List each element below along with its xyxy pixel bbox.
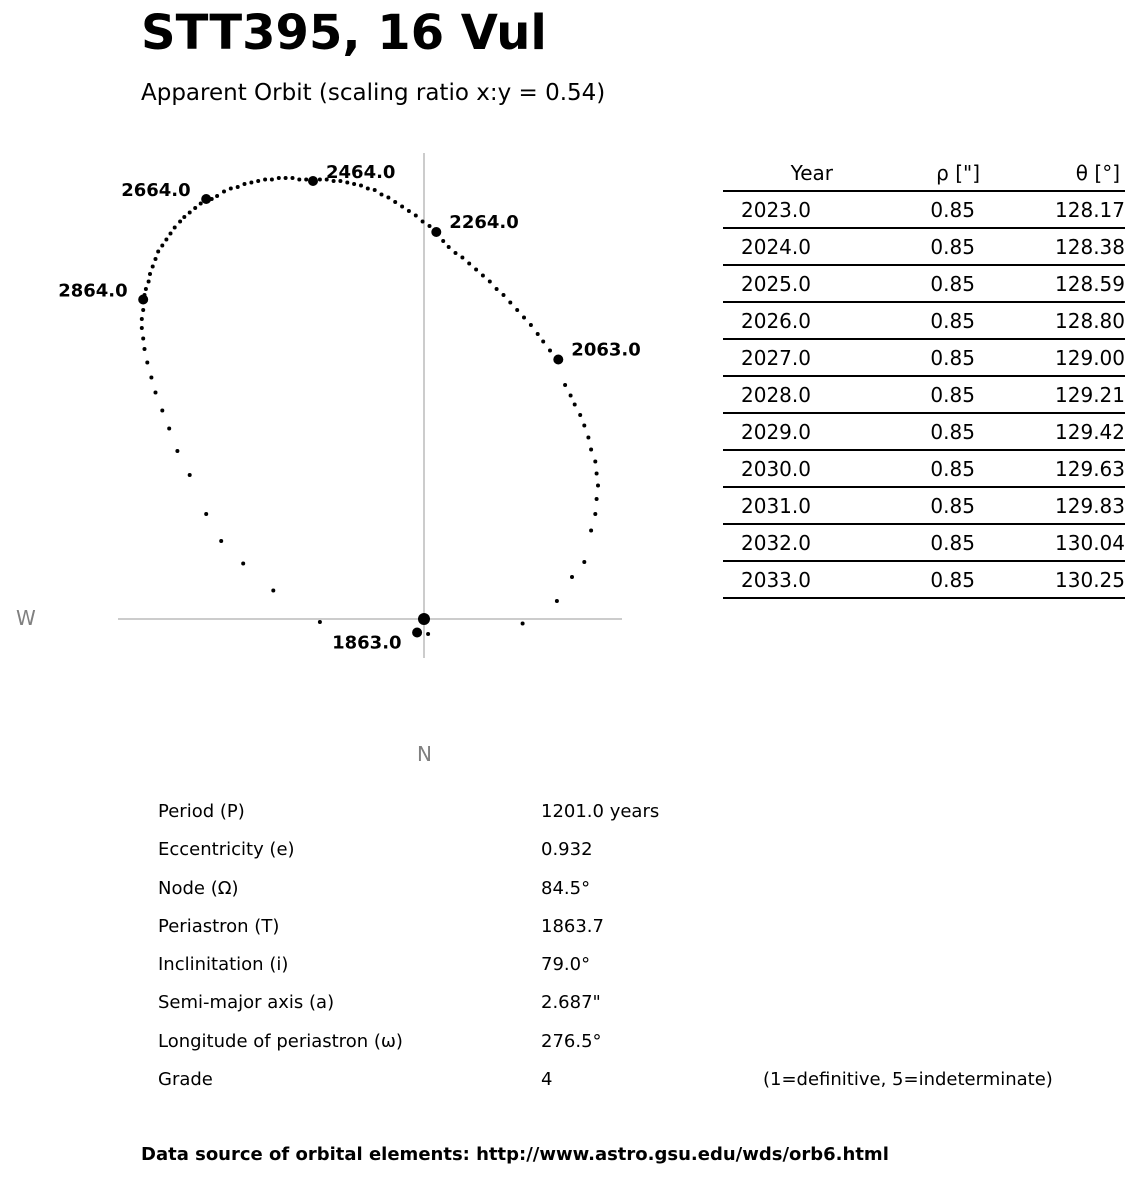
orbit-point [148, 272, 152, 276]
table-cell-year: 2030.0 [741, 456, 811, 481]
epoch-label: 2464.0 [326, 162, 396, 183]
orbit-point [447, 245, 451, 249]
table-row [723, 192, 1125, 229]
orbit-point [548, 349, 552, 353]
element-value: 84.5° [541, 877, 591, 899]
orbital-elements [0, 795, 1141, 1101]
orbit-point [502, 293, 506, 297]
element-name: Period (P) [158, 801, 245, 822]
epoch-label: 1863.0 [332, 632, 402, 654]
table-cell-theta: 130.04 [1055, 530, 1125, 555]
epoch-label: 2664.0 [121, 180, 191, 201]
element-row [0, 1025, 1141, 1063]
axis-label-north: N [417, 742, 432, 766]
orbit-point [569, 394, 573, 398]
element-row [0, 833, 1141, 871]
orbit-point [143, 347, 147, 351]
element-name: Node (Ω) [158, 877, 239, 899]
primary-star [418, 613, 430, 625]
table-cell-year: 2025.0 [741, 271, 811, 296]
orbit-point [160, 409, 164, 413]
table-cell-rho: 0.85 [930, 493, 975, 518]
table-body [723, 192, 1125, 599]
orbit-point [140, 326, 144, 330]
orbit-point [407, 209, 411, 213]
orbit-point [460, 256, 464, 260]
table-row [723, 340, 1125, 377]
orbit-point [145, 361, 149, 365]
orbit-point [140, 317, 144, 321]
orbit-point [154, 257, 158, 261]
orbit-point [595, 497, 599, 501]
orbit-point [373, 188, 377, 192]
element-note: (1=definitive, 5=indeterminate) [763, 1069, 1053, 1091]
orbit-point [144, 287, 148, 291]
epoch-label: 2264.0 [449, 212, 519, 233]
table-cell-theta: 128.80 [1055, 308, 1125, 333]
orbit-point [593, 460, 597, 464]
orbit-point [204, 512, 208, 516]
table-header-theta: θ [°] [1075, 160, 1120, 185]
orbit-point [169, 232, 173, 236]
element-value: 4 [541, 1069, 553, 1091]
data-source-note: Data source of orbital elements: http://www.astro.gsu.edu/wds/orb6.html [141, 1144, 889, 1165]
element-name: Semi-major axis (a) [158, 992, 335, 1014]
page-subtitle: Apparent Orbit (scaling ratio x:y = 0.54) [141, 80, 606, 106]
table-cell-year: 2027.0 [741, 345, 811, 370]
orbit-point [318, 178, 322, 182]
page-title: STT395, 16 Vul [141, 5, 547, 61]
orbit-point [400, 205, 404, 209]
epoch-marks [58, 162, 641, 654]
epoch-marker [412, 628, 422, 638]
axis-label-west: W [16, 606, 36, 630]
orbit-point [366, 187, 370, 191]
element-value: 1863.7 [541, 915, 604, 937]
epoch-marker [201, 194, 211, 204]
orbit-point [229, 187, 233, 191]
orbit-point [488, 280, 492, 284]
orbit-point [297, 178, 301, 182]
element-value: 2.687" [541, 992, 601, 1014]
table-row [723, 414, 1125, 451]
table-row [723, 377, 1125, 414]
orbit-point [193, 206, 197, 210]
orbit-point [219, 539, 223, 543]
table-cell-theta: 129.00 [1055, 345, 1125, 370]
table-header-year: Year [790, 160, 833, 185]
table-header-rho: ρ ["] [936, 160, 980, 185]
epoch-label: 2063.0 [571, 339, 641, 361]
orbit-point [393, 200, 397, 204]
orbit-point [414, 214, 418, 218]
table-cell-theta: 129.83 [1055, 493, 1125, 518]
orbit-point [573, 403, 577, 407]
orbit-point [199, 202, 203, 206]
orbit-point [156, 250, 160, 254]
table-cell-year: 2032.0 [741, 530, 811, 555]
orbit-point [428, 224, 432, 228]
table-cell-year: 2026.0 [741, 308, 811, 333]
orbit-point [182, 215, 186, 219]
table-cell-theta: 130.25 [1055, 567, 1125, 592]
element-row [0, 795, 1141, 833]
element-name: Grade [158, 1069, 213, 1091]
orbit-point [175, 449, 179, 453]
element-name: Longitude of periastron (ω) [158, 1030, 403, 1052]
orbit-point [359, 184, 363, 188]
orbit-point [215, 194, 219, 198]
orbit-point [522, 316, 526, 320]
element-value: 1201.0 years [541, 801, 660, 822]
orbit-point [318, 620, 322, 624]
table-cell-year: 2028.0 [741, 382, 811, 407]
element-value: 276.5° [541, 1030, 602, 1052]
orbit-point [271, 589, 275, 593]
epoch-marker [308, 176, 318, 186]
table-cell-rho: 0.85 [930, 382, 975, 407]
element-value: 79.0° [541, 954, 591, 976]
table-cell-rho: 0.85 [930, 345, 975, 370]
epoch-marker [431, 227, 441, 237]
orbit-point [454, 251, 458, 255]
element-row [0, 872, 1141, 910]
orbit-point [570, 575, 574, 579]
table-row [723, 451, 1125, 488]
table-cell-rho: 0.85 [930, 197, 975, 222]
table-row [723, 525, 1125, 562]
table-cell-rho: 0.85 [930, 271, 975, 296]
orbit-point [188, 473, 192, 477]
table-row [723, 229, 1125, 266]
orbit-point [236, 185, 240, 189]
orbit-point [474, 268, 478, 272]
table-cell-theta: 128.17 [1055, 197, 1125, 222]
table-cell-theta: 128.38 [1055, 234, 1125, 259]
orbit-point [277, 176, 281, 180]
orbit-point [589, 529, 593, 533]
orbit-point [167, 427, 171, 431]
orbit-point [529, 323, 533, 327]
orbit-point [589, 448, 593, 452]
orbit-point [243, 182, 247, 186]
orbit-point [263, 178, 267, 182]
orbit-point [578, 413, 582, 417]
table-row [723, 266, 1125, 303]
element-row [0, 1063, 1141, 1101]
orbit-point [141, 308, 145, 312]
orbit-point [188, 211, 192, 215]
table-cell-year: 2029.0 [741, 419, 811, 444]
table-row [723, 303, 1125, 340]
orbit-point [586, 436, 590, 440]
table-cell-rho: 0.85 [930, 419, 975, 444]
table-cell-rho: 0.85 [930, 308, 975, 333]
orbit-point [149, 376, 153, 380]
orbit-point [426, 632, 430, 636]
orbit-point [141, 337, 145, 341]
epoch-marker [553, 355, 563, 365]
orbit-point [582, 424, 586, 428]
table-cell-year: 2024.0 [741, 234, 811, 259]
table-cell-rho: 0.85 [930, 567, 975, 592]
orbit-point [256, 179, 260, 183]
orbit-points [140, 176, 600, 636]
table-cell-year: 2031.0 [741, 493, 811, 518]
orbit-point [222, 190, 226, 194]
table-cell-rho: 0.85 [930, 530, 975, 555]
orbit-point [291, 176, 295, 180]
table-cell-rho: 0.85 [930, 456, 975, 481]
orbit-point [541, 340, 545, 344]
table-cell-theta: 129.21 [1055, 382, 1125, 407]
element-name: Periastron (T) [158, 915, 280, 937]
orbit-point [555, 599, 559, 603]
orbit-point [147, 280, 151, 284]
orbit-point [536, 332, 540, 336]
orbit-point [593, 512, 597, 516]
orbit-point [495, 287, 499, 291]
orbit-point [515, 308, 519, 312]
orbit-point [151, 265, 155, 269]
orbit-point [178, 220, 182, 224]
ephemeris-table [723, 155, 1125, 599]
orbit-point [164, 238, 168, 242]
orbit-point [241, 562, 245, 566]
orbit-chart [0, 130, 700, 780]
table-cell-year: 2023.0 [741, 197, 811, 222]
element-row [0, 948, 1141, 986]
orbit-point [421, 220, 425, 224]
orbit-point [563, 383, 567, 387]
orbit-point [467, 262, 471, 266]
table-cell-theta: 128.59 [1055, 271, 1125, 296]
orbit-point [284, 176, 288, 180]
table-cell-theta: 129.42 [1055, 419, 1125, 444]
orbit-point [386, 196, 390, 200]
element-row [0, 910, 1141, 948]
element-name: Inclinitation (i) [158, 954, 289, 976]
orbit-point [160, 244, 164, 248]
orbit-point [441, 239, 445, 243]
table-row [723, 562, 1125, 599]
table-cell-theta: 129.63 [1055, 456, 1125, 481]
orbit-point [380, 193, 384, 197]
orbit-point [508, 301, 512, 305]
element-row [0, 986, 1141, 1024]
epoch-marker [138, 295, 148, 305]
table-header-row [723, 155, 1125, 192]
orbit-point [304, 178, 308, 182]
orbit-point [173, 226, 177, 230]
orbit-point [521, 622, 525, 626]
table-cell-year: 2033.0 [741, 567, 811, 592]
orbit-point [596, 484, 600, 488]
element-name: Eccentricity (e) [158, 839, 295, 861]
orbit-point [154, 391, 158, 395]
epoch-label: 2864.0 [58, 280, 128, 302]
table-row [723, 488, 1125, 525]
element-value: 0.932 [541, 839, 593, 861]
orbit-point [582, 560, 586, 564]
orbit-point [270, 178, 274, 182]
orbit-point [595, 472, 599, 476]
orbit-point [249, 181, 253, 185]
orbit-point [481, 274, 485, 278]
table-cell-rho: 0.85 [930, 234, 975, 259]
